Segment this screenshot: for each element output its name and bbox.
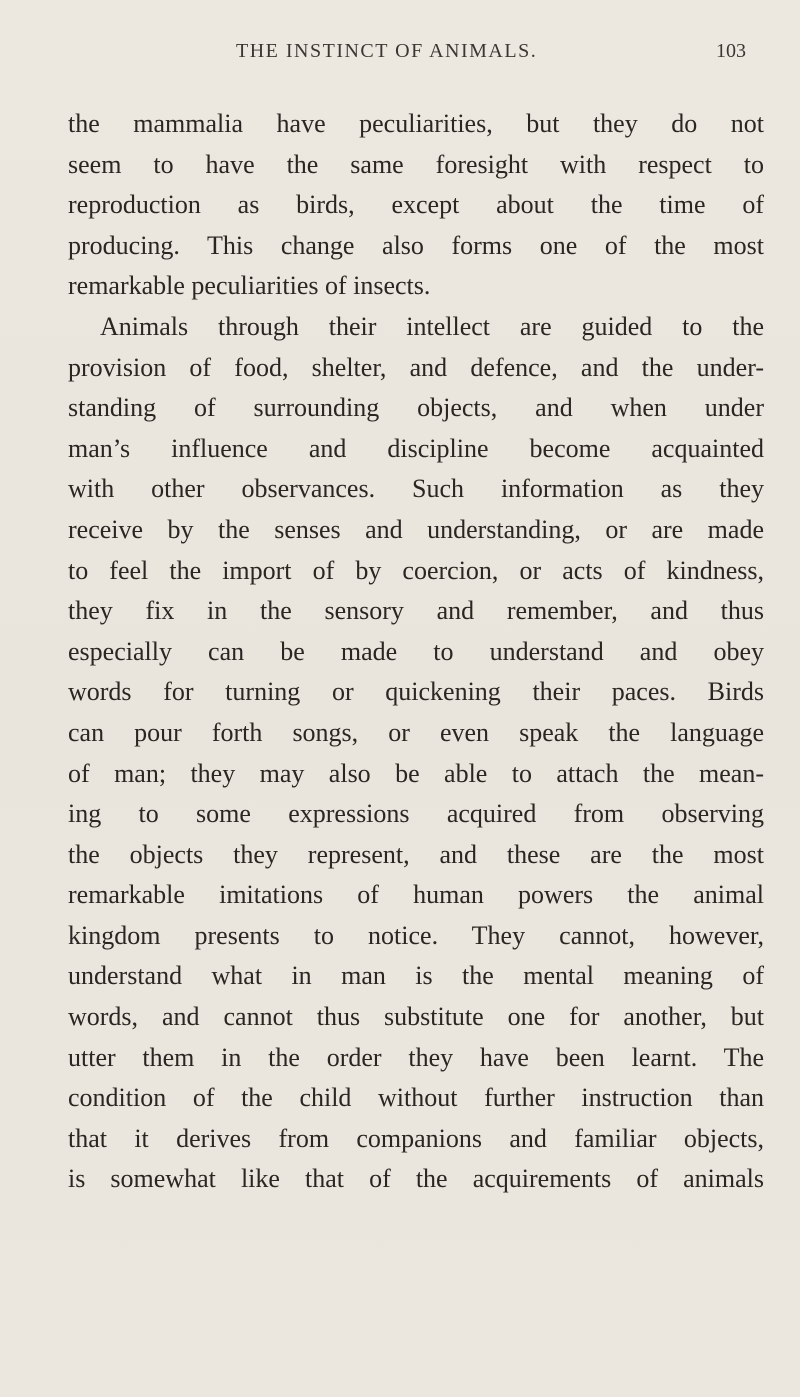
text-line: provision of food, shelter, and defence, and the under- [68,352,764,382]
text-line: the objects they represent, and these are the most [68,839,764,869]
text-line: reproduction as birds, except about the time of [68,190,764,220]
text-line: that it derives from companions and familiar objects, [68,1123,764,1153]
body-text [68,104,764,1200]
text-line: of man; they may also be able to attach the mean- [68,758,764,788]
text-line: utter them in the order they have been learnt. The [68,1042,764,1072]
text-line: with other observances. Such information as they [68,474,764,504]
text-line: can pour forth songs, or even speak the language [68,717,764,747]
text-line: man’s influence and discipline become acquainted [68,433,764,463]
text-line: they fix in the sensory and remember, and thus [68,596,764,626]
page-number: 103 [716,40,746,62]
text-line: remarkable imitations of human powers the animal [68,880,764,910]
text-line: words for turning or quickening their paces. Birds [68,677,764,707]
text-line: receive by the senses and understanding, or are made [68,514,764,544]
text-line: ing to some expressions acquired from observing [68,799,764,829]
text-line: producing. This change also forms one of the most [68,230,764,260]
paragraph-end-line: remarkable peculiarities of insects. [68,271,431,301]
text-line: is somewhat like that of the acquirements of animals [68,1164,764,1194]
running-head [0,40,800,70]
paragraph-start-line: Animals through their intellect are guided to the [100,311,764,341]
text-line: the mammalia have peculiarities, but they do not [68,109,764,138]
text-line: seem to have the same foresight with respect to [68,149,764,179]
text-line: especially can be made to understand and obey [68,636,764,666]
running-head-title: THE INSTINCT OF ANIMALS. [236,40,538,62]
text-line: kingdom presents to notice. They cannot, however, [68,920,764,950]
text-line: standing of surrounding objects, and when under [68,393,764,423]
text-line: understand what in man is the mental meaning of [68,961,764,991]
text-line: condition of the child without further instruction than [68,1083,764,1113]
text-line: to feel the import of by coercion, or acts of kindness, [68,555,764,585]
text-line: words, and cannot thus substitute one for another, but [68,1002,764,1032]
